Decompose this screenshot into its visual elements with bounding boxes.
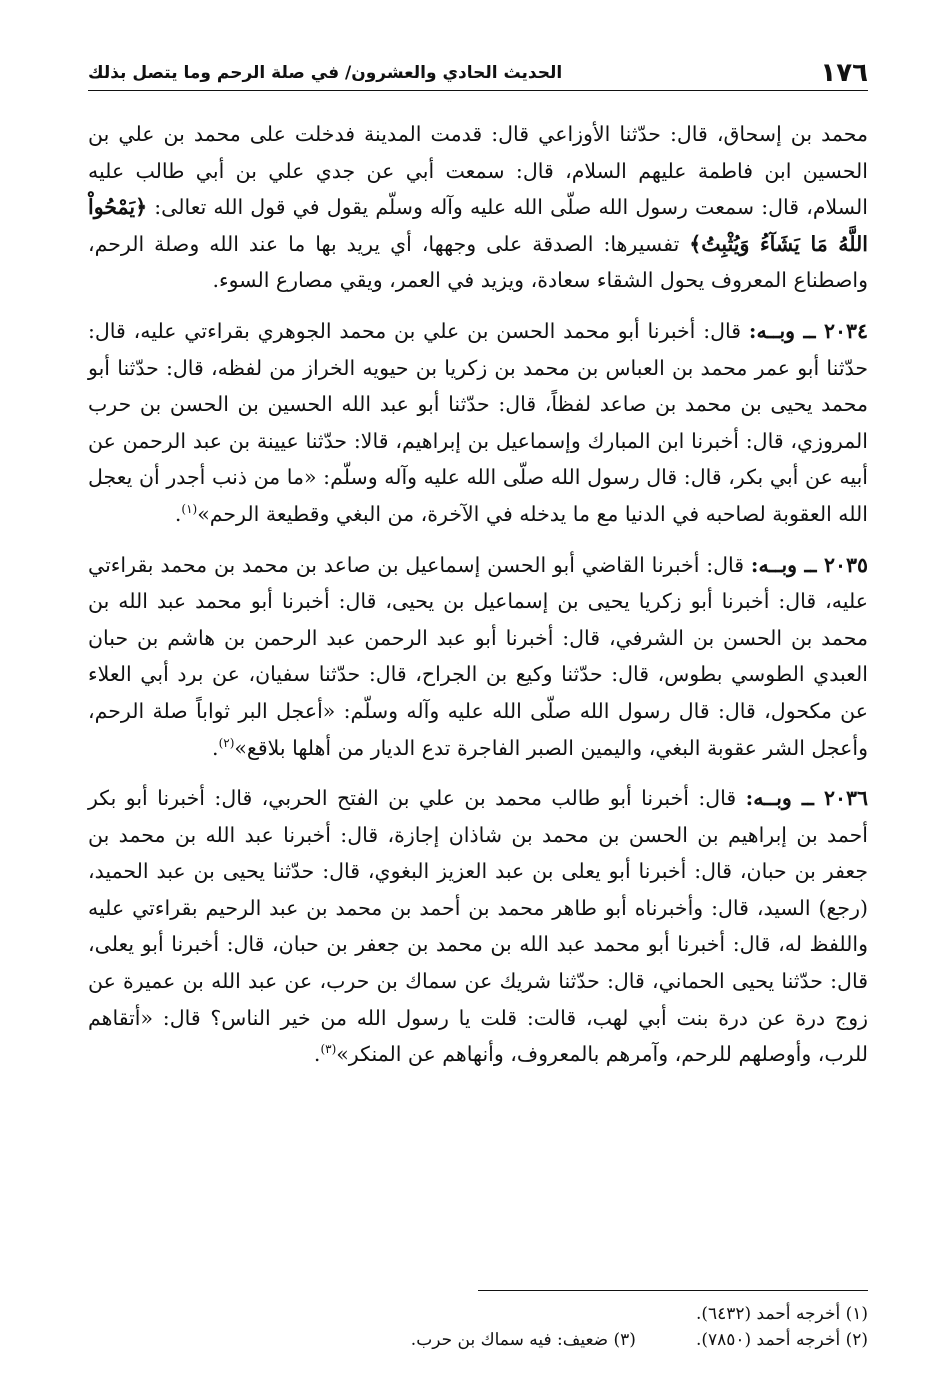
quran-verse: ﴿يَمْحُواْ اللَّهُ مَا يَشَآءُ وَيُثْبِتُ﴾ <box>88 195 868 256</box>
footnotes <box>88 1290 868 1353</box>
footnote-row <box>88 1301 868 1327</box>
footnote-2: (٢) أخرجه أحمد (٧٨٥٠). <box>695 1330 868 1350</box>
book-page <box>88 50 868 1350</box>
page-header <box>88 50 868 91</box>
hadith-2035: ٢٠٣٥ ــ وبــه: قال: أخبرنا القاضي أبو الحسن إسماعيل بن صاعد بن محمد بن محمد بقراءتي عليه، قال: أخبرنا أبو زكريا يحيى بن إسماعيل بن يحيى، قال: أخبرنا أبو محمد عبد الله بن محمد بن الحسن بن الشرفي، قال: أخبرنا أبو عبد الرحمن عبد الرحمن بن هاشم بن حبان العبدي الطوسي بطوس، قال: حدّثنا وكيع بن الجراح، قال: حدّثنا سفيان، عن برد أبي العلاء عن مكحول، قال: قال رسول الله صلّى الله عليه وآله وسلّم: «أعجل البر ثواباً صلة الرحم، وأعجل الشر عقوبة البغي، واليمين الصبر الفاجرة تدع الديار من أهلها بلاقع»$^{(٢)}$. <box>88 552 868 760</box>
paragraph-intro <box>88 116 868 299</box>
paragraph-text: تفسيرها: الصدقة على وجهها، أي يريد بها ما عند الله وصلة الرحم، واصطناع المعروف يحول الشقاء سعادة، ويزيد في العمر، ويقي مصارع السوء. <box>88 231 868 293</box>
footnote-rule <box>478 1290 868 1291</box>
footnote-ref[interactable]: (٢) <box>218 735 235 750</box>
running-title: الحديث الحادي والعشرون/ في صلة الرحم وما يتصل بذلك <box>88 63 563 83</box>
hadith-2034: ٢٠٣٤ ــ وبــه: قال: أخبرنا أبو محمد الحسن بن علي بن محمد الجوهري بقراءتي عليه، قال: حدّثنا أبو عمر محمد بن العباس بن محمد بن زكريا بن حيويه الخراز من لفظه، قال: حدّثنا أبو محمد يحيى بن محمد بن صاعد لفظاً، قال: حدّثنا أبو عبد الله الحسين بن الحسن بن حرب المروزي، قال: أخبرنا ابن المبارك وإسماعيل بن إبراهيم، قالا: حدّثنا عيينة بن عبد الرحمن عن أبيه عن أبي بكر، قال: قال رسول الله صلّى الله عليه وآله وسلّم: «ما من ذنب أجدر أن يعجل الله العقوبة لصاحبه في الدنيا مع ما يدخله في الآخرة، من البغي وقطيعة الرحم»$^{(١)}$. <box>88 318 868 526</box>
hadith-text: قال: أخبرنا أبو طالب محمد بن علي بن الفتح الحربي، قال: أخبرنا أبو بكر أحمد بن إبراهيم بن الحسن بن محمد بن شاذان إجازة، قال: أخبرنا عبد الله بن محمد بن جعفر بن حبان، قال: أخبرنا أبو يعلى بن عبد العزيز البغوي، قال: حدّثنا يحيى بن عبد الحميد، (رجع) السيد، قال: وأخبرناه أبو طاهر محمد بن أحمد بن محمد بن عبد الرحيم بقراءتي عليه واللفظ له، قال: أخبرنا أبو محمد عبد الله بن محمد بن جعفر بن حبان، قال: أخبرنا أبو يعلى، قال: حدّثنا يحيى الحماني، قال: حدّثنا شريك عن سماك بن حرب، عن عبد الله بن عميرة عن زوج درة عن درة بنت أبي لهب، قالت: قلت يا رسول الله من خير الناس؟ قال: «أتقاهم للرب، وأوصلهم للرحم، وآمرهم بالمعروف، وأنهاهم عن المنكر» <box>88 786 868 1067</box>
footnote-1: (١) أخرجه أحمد (٦٤٣٢). <box>695 1304 868 1324</box>
footnote-ref[interactable]: (١) <box>181 502 198 517</box>
hadith-number: ٢٠٣٤ ــ وبــه: <box>748 318 868 343</box>
hadith-number: ٢٠٣٦ ــ وبــه: <box>745 786 868 811</box>
hadith-text: قال: أخبرنا أبو محمد الحسن بن علي بن محمد الجوهري بقراءتي عليه، قال: حدّثنا أبو عمر محمد بن العباس بن محمد بن زكريا بن حيويه الخراز من لفظه، قال: حدّثنا أبو محمد يحيى بن محمد بن صاعد لفظاً، قال: حدّثنا أبو عبد الله الحسين بن الحسن بن حرب المروزي، قال: أخبرنا ابن المبارك وإسماعيل بن إبراهيم، قالا: حدّثنا عيينة بن عبد الرحمن عن أبيه عن أبي بكر، قال: قال رسول الله صلّى الله عليه وآله وسلّم: «ما من ذنب أجدر أن يعجل الله العقوبة لصاحبه في الدنيا مع ما يدخله في الآخرة، من البغي وقطيعة الرحم» <box>88 318 868 526</box>
page-number: ١٧٦ <box>820 58 868 88</box>
hadith-2036: ٢٠٣٦ ــ وبــه: قال: أخبرنا أبو طالب محمد بن علي بن الفتح الحربي، قال: أخبرنا أبو بكر أحمد بن إبراهيم بن الحسن بن محمد بن شاذان إجازة، قال: أخبرنا عبد الله بن محمد بن جعفر بن حبان، قال: أخبرنا أبو يعلى بن عبد العزيز البغوي، قال: حدّثنا يحيى بن عبد الحميد، (رجع) السيد، قال: وأخبرناه أبو طاهر محمد بن أحمد بن محمد بن عبد الرحيم بقراءتي عليه واللفظ له، قال: أخبرنا أبو محمد عبد الله بن محمد بن جعفر بن حبان، قال: أخبرنا أبو يعلى، قال: حدّثنا يحيى الحماني، قال: حدّثنا شريك عن سماك بن حرب، عن عبد الله بن عميرة عن زوج درة عن درة بنت أبي لهب، قالت: قلت يا رسول الله من خير الناس؟ قال: «أتقاهم للرب، وأوصلهم للرحم، وآمرهم بالمعروف، وأنهاهم عن المنكر»$^{(٣)}$. <box>88 786 868 1067</box>
footnote-ref[interactable]: (٣) <box>320 1042 337 1057</box>
paragraph-text: محمد بن إسحاق، قال: حدّثنا الأوزاعي قال: قدمت المدينة فدخلت على محمد بن علي بن الحسين ابن فاطمة عليهم السلام، قال: سمعت أبي عن جدي علي بن أبي طالب عليه السلام، قال: سمعت رسول الله صلّى الله عليه وآله وسلّم يقول في قول الله تعالى: <box>88 122 868 220</box>
footnote-3: (٣) ضعيف: فيه سماك بن حرب. <box>410 1330 636 1350</box>
hadith-number: ٢٠٣٥ ــ وبــه: <box>750 552 868 577</box>
hadith-text: قال: أخبرنا القاضي أبو الحسن إسماعيل بن صاعد بن محمد بن محمد بقراءتي عليه، قال: أخبرنا أبو زكريا يحيى بن إسماعيل بن يحيى، قال: أخبرنا أبو محمد عبد الله بن محمد بن الحسن بن الشرفي، قال: أخبرنا أبو عبد الرحمن عبد الرحمن بن هاشم بن حبان العبدي الطوسي بطوس، قال: حدّثنا وكيع بن الجراح، قال: حدّثنا سفيان، عن برد أبي العلاء عن مكحول، قال: قال رسول الله صلّى الله عليه وآله وسلّم: «أعجل البر ثواباً صلة الرحم، وأعجل الشر عقوبة البغي، واليمين الصبر الفاجرة تدع الديار من أهلها بلاقع» <box>88 552 868 760</box>
footnote-row <box>88 1327 868 1353</box>
main-text <box>88 116 868 1087</box>
